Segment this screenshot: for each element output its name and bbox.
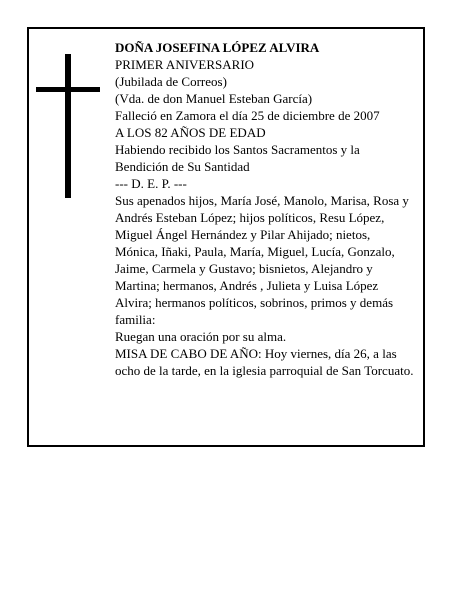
anniversary-line: PRIMER ANIVERSARIO <box>115 57 255 72</box>
age-line: A LOS 82 AÑOS DE EDAD <box>115 125 266 140</box>
dep-line: --- D. E. P. --- <box>115 176 187 191</box>
widow-line: (Vda. de don Manuel Esteban García) <box>115 91 313 106</box>
obituary-text <box>115 39 415 379</box>
family-paragraph: Sus apenados hijos, María José, Manolo, Marisa, Rosa y Andrés Esteban López; hijos políticos, Resu López, Miguel Ángel Hernández y Pilar Ahijado; nietos, Mónica, Iñaki, Paula, María, Miguel, Lucía, Gonzalo, Jaime, Carmela y Gustavo; bisnietos, Alejandro y Martina; hermanos, Andrés , Julieta y Luisa López Alvira; hermanos políticos, sobrinos, primos y demás familia: <box>115 193 409 327</box>
deceased-name: DOÑA JOSEFINA LÓPEZ ALVIRA <box>115 40 320 55</box>
mass-announcement: MISA DE CABO DE AÑO: Hoy viernes, día 26, a las ocho de la tarde, en la iglesia parroquial de San Torcuato. <box>115 346 414 378</box>
prayer-line: Ruegan una oración por su alma. <box>115 329 287 344</box>
occupation-line: (Jubilada de Correos) <box>115 74 227 89</box>
cross-icon <box>36 54 100 198</box>
sacraments-line: Habiendo recibido los Santos Sacramentos y la Bendición de Su Santidad <box>115 142 360 174</box>
cross-horizontal-bar <box>36 87 100 92</box>
death-line: Falleció en Zamora el día 25 de diciembre de 2007 <box>115 108 380 123</box>
cross-vertical-bar <box>65 54 71 198</box>
